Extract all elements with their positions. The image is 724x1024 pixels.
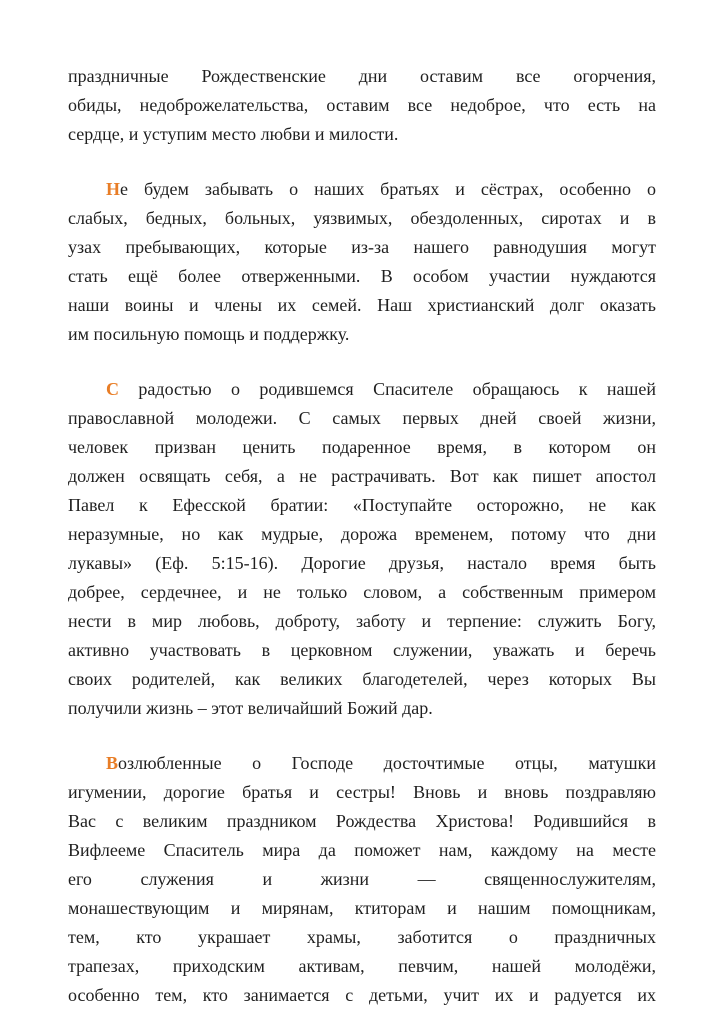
- paragraph-1: [68, 62, 656, 149]
- accent-initial-letter: Н: [106, 179, 121, 199]
- text-line: им посильную помощь и поддержку.: [68, 324, 350, 344]
- text-line: нести в мир любовь, доброту, заботу и терпение: служить Богу,: [68, 611, 656, 631]
- text-line: обиды, недоброжелательства, оставим все недоброе, что есть на: [68, 95, 656, 115]
- text-line: Не будем забывать о наших братьях и сёстрах, особенно о: [106, 179, 656, 199]
- text-line: узах пребывающих, которые из-за нашего равнодушия могут: [68, 237, 656, 257]
- text-line: своих родителей, как великих благодетелей, через которых Вы: [68, 669, 656, 689]
- text-line: лукавы» (Еф. 5:15-16). Дорогие друзья, настало время быть: [68, 553, 656, 573]
- letter-body-text: [68, 62, 656, 1010]
- text-line: праздничные Рождественские дни оставим все огорчения,: [68, 66, 656, 86]
- text-line: особенно тем, кто занимается с детьми, учит их и радуется их: [68, 985, 656, 1005]
- accent-initial-letter: В: [106, 753, 119, 773]
- accent-initial-letter: С: [106, 379, 119, 399]
- text-line: стать ещё более отверженными. В особом участии нуждаются: [68, 266, 656, 286]
- text-line: монашествующим и мирянам, ктиторам и нашим помощникам,: [68, 898, 656, 918]
- paragraph-4: [68, 749, 656, 1010]
- text-line: Павел к Ефесской братии: «Поступайте осторожно, не как: [68, 495, 656, 515]
- text-line: его служения и жизни — священнослужителям,: [68, 869, 656, 889]
- text-line: православной молодежи. С самых первых дней своей жизни,: [68, 408, 656, 428]
- text-line: получили жизнь – этот величайший Божий дар.: [68, 698, 433, 718]
- text-line: добрее, сердечнее, и не только словом, а собственным примером: [68, 582, 656, 602]
- text-line: Вас с великим праздником Рождества Христова! Родившийся в: [68, 811, 656, 831]
- text-line: человек призван ценить подаренное время, в котором он: [68, 437, 656, 457]
- text-line: трапезах, приходским активам, певчим, нашей молодёжи,: [68, 956, 656, 976]
- text-line: С радостью о родившемся Спасителе обращаюсь к нашей: [106, 379, 656, 399]
- text-line: сердце, и уступим место любви и милости.: [68, 124, 399, 144]
- text-line: должен освящать себя, а не растрачивать. Вот как пишет апостол: [68, 466, 656, 486]
- text-line: Возлюбленные о Господе досточтимые отцы, матушки: [106, 753, 656, 773]
- text-line: тем, кто украшает храмы, заботится о праздничных: [68, 927, 656, 947]
- text-line: игумении, дорогие братья и сестры! Вновь и вновь поздравляю: [68, 782, 656, 802]
- text-line: неразумные, но как мудрые, дорожа временем, потому что дни: [68, 524, 656, 544]
- text-line: слабых, бедных, больных, уязвимых, обездоленных, сиротах и в: [68, 208, 656, 228]
- text-line: активно участвовать в церковном служении, уважать и беречь: [68, 640, 656, 660]
- paragraph-3: [68, 375, 656, 723]
- paragraph-2: [68, 175, 656, 349]
- text-line: Вифлееме Спаситель мира да поможет нам, каждому на месте: [68, 840, 656, 860]
- text-line: наши воины и члены их семей. Наш христианский долг оказать: [68, 295, 656, 315]
